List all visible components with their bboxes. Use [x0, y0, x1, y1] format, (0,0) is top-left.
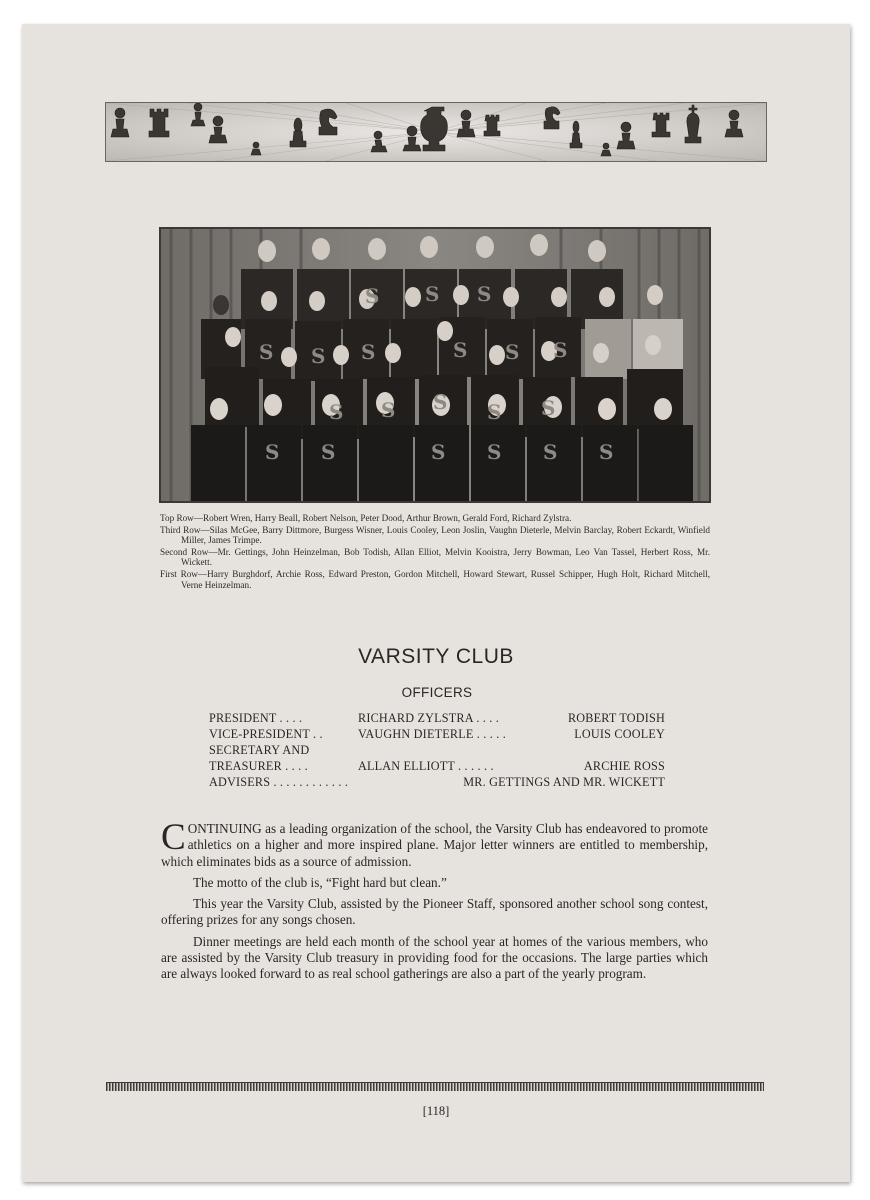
paragraph-1-text: ONTINUING as a leading organization of the school, the Varsity Club has endeavored to promote athletics on a higher and more inspired plane. Major letter winners are entitled to membership, which eliminates bids as a source of admission. — [161, 821, 708, 869]
officers-list — [209, 710, 663, 790]
svg-text:S: S — [433, 390, 448, 414]
paragraph-1 — [161, 817, 708, 870]
officer-label: TREASURER . . . . — [209, 759, 308, 773]
officer-row-advisers — [209, 774, 663, 790]
officer-second-term: ROBERT TODISH — [567, 711, 665, 725]
svg-text:S: S — [487, 400, 502, 424]
officer-first-term: RICHARD ZYLSTRA . . . . — [358, 711, 500, 725]
svg-text:S: S — [541, 396, 556, 420]
officer-second-term: MR. GETTINGS AND MR. WICKETT — [463, 775, 665, 789]
svg-text:S: S — [487, 440, 502, 464]
officer-first-term: VAUGHN DIETERLE . . . . . — [358, 727, 506, 741]
svg-text:S: S — [505, 340, 520, 364]
paragraph-2: The motto of the club is, “Fight hard but clean.” — [193, 874, 447, 890]
paragraph-3: This year the Varsity Club, assisted by the Pioneer Staff, sponsored another school song contest, offering prizes for any songs chosen. — [161, 896, 708, 928]
officer-row-vice-president — [209, 726, 663, 742]
officer-label: SECRETARY AND — [209, 743, 310, 757]
officer-second-term: ARCHIE ROSS — [583, 759, 665, 773]
officer-row-treasurer — [209, 758, 663, 774]
officers-heading: OFFICERS — [401, 685, 473, 700]
officer-second-term: LOUIS COOLEY — [574, 727, 665, 741]
officer-label: ADVISERS . . . . . . . . . . . . — [209, 775, 349, 789]
svg-text:S: S — [477, 282, 492, 306]
svg-text:S: S — [259, 340, 274, 364]
caption-second-row: Second Row—Mr. Gettings, John Heinzelman, Bob Todish, Allan Elliot, Melvin Kooistra, Jerry Bowman, Leo Van Tassel, Herbert Ross, Mr. Wickett. — [160, 546, 710, 568]
article-body — [161, 817, 708, 988]
drop-cap: C — [161, 817, 186, 858]
decorative-rule — [106, 1082, 764, 1091]
svg-text:S: S — [431, 440, 446, 464]
photo-caption — [160, 513, 710, 591]
officer-first-term: ALLAN ELLIOTT . . . . . . — [358, 759, 494, 773]
svg-text:S: S — [365, 284, 380, 308]
svg-text:S: S — [321, 440, 336, 464]
officer-row-president — [209, 710, 663, 726]
officer-row-secretary — [209, 742, 663, 758]
caption-first-row: First Row—Harry Burghdorf, Archie Ross, Edward Preston, Gordon Mitchell, Howard Stewart, Russel Schipper, Hugh Holt, Richard Mitchell, Verne Heinzelman. — [160, 568, 710, 590]
svg-text:S: S — [265, 440, 280, 464]
caption-third-row: Third Row—Silas McGee, Barry Dittmore, Burgess Wisner, Louis Cooley, Leon Joslin, Vaughn Dieterle, Melvin Barclay, Robert Eckardt, Winfield Miller, James Trimpe. — [160, 524, 710, 546]
yearbook-page — [22, 24, 850, 1182]
team-group-photo — [159, 227, 711, 503]
svg-text:S: S — [361, 340, 376, 364]
svg-text:S: S — [425, 282, 440, 306]
svg-text:S: S — [329, 400, 344, 424]
officer-label: VICE-PRESIDENT . . — [209, 727, 323, 741]
svg-text:S: S — [453, 338, 468, 362]
svg-text:S: S — [543, 440, 558, 464]
officer-label: PRESIDENT . . . . — [209, 711, 303, 725]
paragraph-4: Dinner meetings are held each month of the school year at homes of the various members, who are assisted by the Varsity Club treasury in providing food for the occasions. The large parties which are always looked forward to as real school gatherings are also a part of the yearly program. — [161, 933, 708, 982]
svg-text:S: S — [381, 398, 396, 422]
page-number: [118] — [422, 1104, 450, 1118]
page-title: VARSITY CLUB — [358, 645, 514, 668]
svg-text:S: S — [553, 338, 568, 362]
caption-top-row: Top Row—Robert Wren, Harry Beall, Robert Nelson, Peter Dood, Arthur Brown, Gerald Ford, Richard Zylstra. — [160, 513, 572, 523]
chess-pieces-banner — [105, 102, 767, 162]
svg-text:S: S — [599, 440, 614, 464]
svg-text:S: S — [311, 344, 326, 368]
